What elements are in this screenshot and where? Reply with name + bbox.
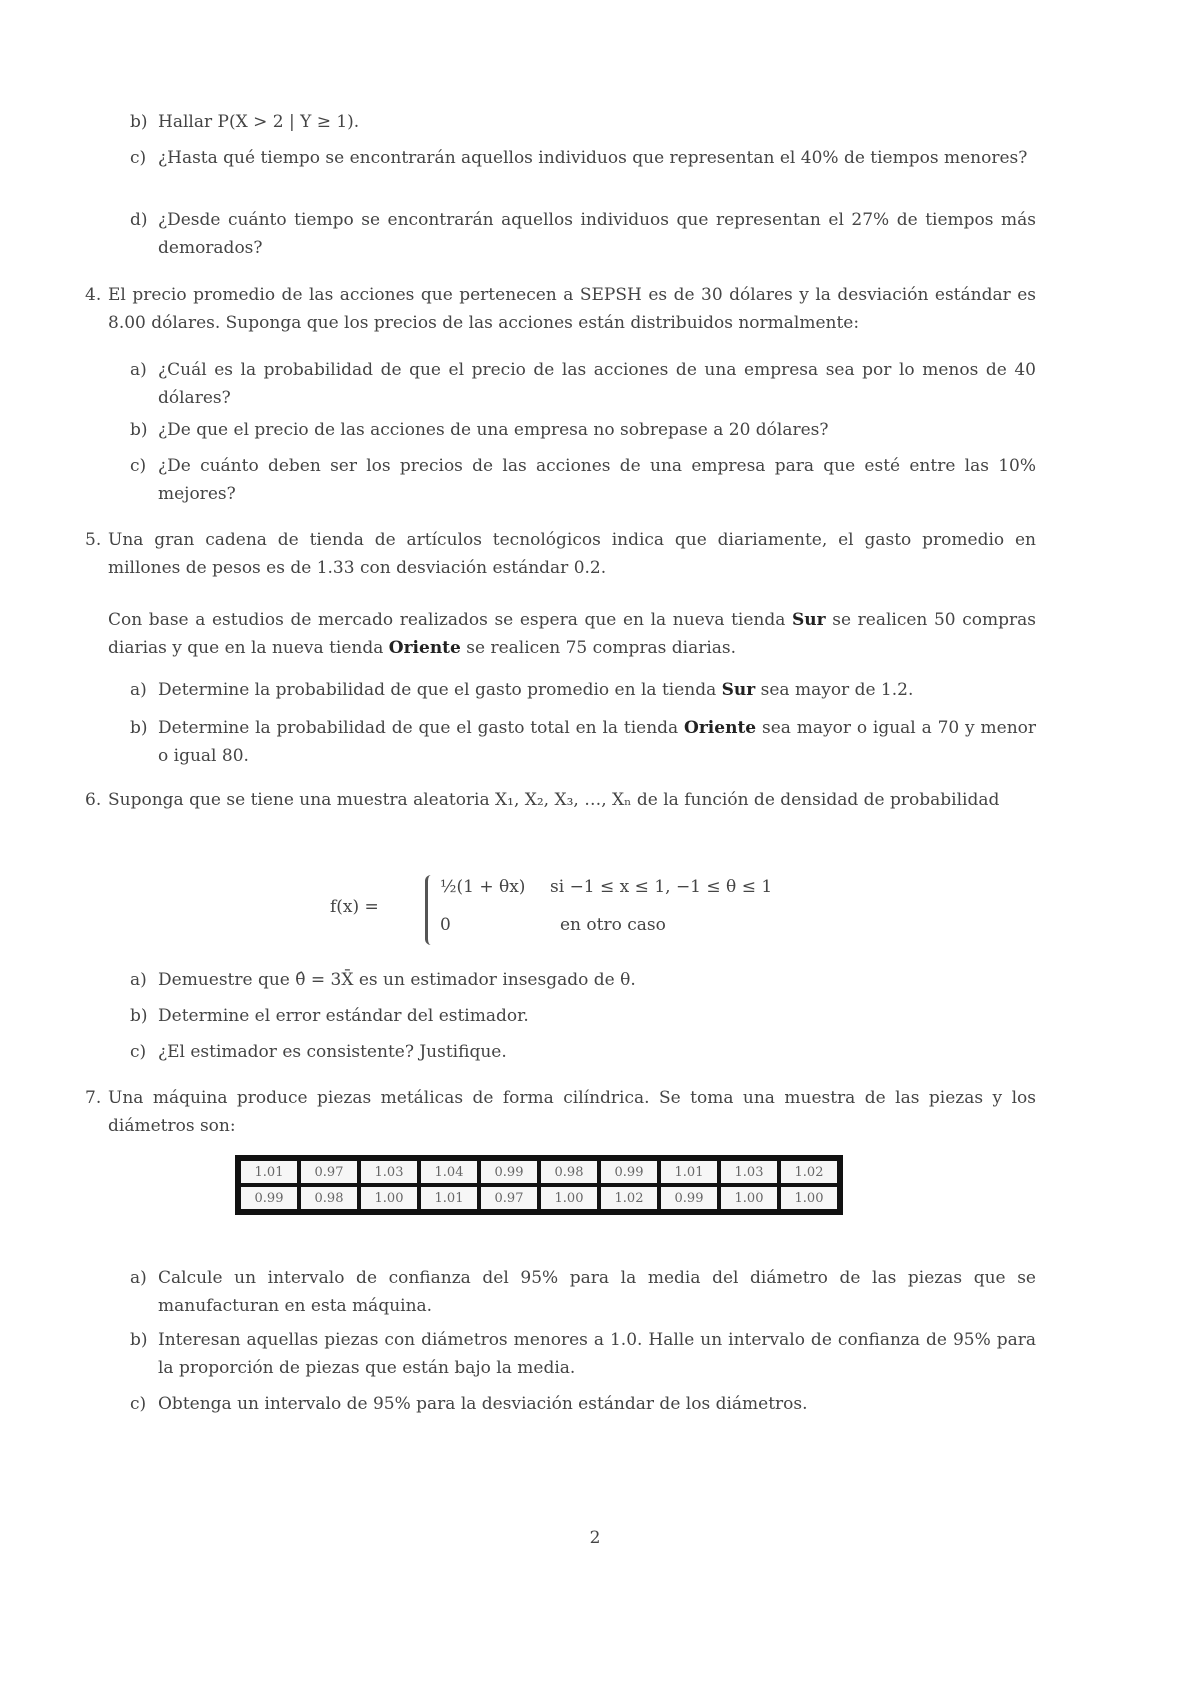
- left-brace: [425, 875, 436, 945]
- item-text: Determine la probabilidad de que el gasto promedio en la tienda Sur sea mayor de 1.2.: [158, 680, 914, 700]
- item-label: a): [130, 680, 147, 700]
- item-text: Hallar P(X > 2 | Y ≥ 1).: [158, 112, 360, 132]
- exercise-number: 5.: [85, 530, 102, 550]
- item-label: c): [130, 148, 147, 168]
- exercise-number: 7.: [85, 1088, 102, 1108]
- table-cell: 1.03: [719, 1158, 779, 1185]
- exercise-statement: Una máquina produce piezas metálicas de forma cilíndrica. Se toma una muestra de las piezas y los diámetros son:: [108, 1088, 1036, 1136]
- item-text: Determine la probabilidad de que el gasto total en la tienda Oriente sea mayor o igual a 70 y menor o igual 80.: [158, 718, 1036, 766]
- table-cell: 0.99: [659, 1185, 719, 1212]
- table-row: [238, 1185, 840, 1212]
- item-label: a): [130, 970, 147, 990]
- exercise-paragraph: Con base a estudios de mercado realizados se espera que en la nueva tienda Sur se realicen 50 compras diarias y que en la nueva tienda Oriente se realicen 75 compras diarias.: [108, 610, 1036, 658]
- item-label: b): [130, 112, 148, 132]
- item-text: Obtenga un intervalo de 95% para la desviación estándar de los diámetros.: [158, 1394, 808, 1414]
- item-label: d): [130, 210, 148, 230]
- table-cell: 0.98: [539, 1158, 599, 1185]
- density-formula: [330, 875, 850, 945]
- item-text: Demuestre que θ̂ = 3X̄ es un estimador insesgado de θ.: [158, 970, 636, 990]
- exercise-number: 4.: [85, 285, 102, 305]
- table-cell: 1.00: [359, 1185, 419, 1212]
- table-cell: 1.03: [359, 1158, 419, 1185]
- exercise-statement: Suponga que se tiene una muestra aleatoria X₁, X₂, X₃, …, Xₙ de la función de densidad de probabilidad: [108, 790, 1000, 810]
- item-label: b): [130, 1330, 148, 1350]
- exercise-statement: El precio promedio de las acciones que pertenecen a SEPSH es de 30 dólares y la desviación estándar es 8.00 dólares. Suponga que los precios de las acciones están distribuidos normalmente:: [108, 285, 1036, 333]
- item-label: c): [130, 1394, 147, 1414]
- item-text: ¿De que el precio de las acciones de una empresa no sobrepase a 20 dólares?: [158, 420, 829, 440]
- table-cell: 1.02: [779, 1158, 840, 1185]
- item-label: a): [130, 1268, 147, 1288]
- table-cell: 0.97: [299, 1158, 359, 1185]
- item-label: c): [130, 1042, 147, 1062]
- table-cell: 1.01: [419, 1185, 479, 1212]
- table-cell: 0.97: [479, 1185, 539, 1212]
- table-cell: 0.99: [479, 1158, 539, 1185]
- item-label: b): [130, 1006, 148, 1026]
- table-cell: 1.04: [419, 1158, 479, 1185]
- table-cell: 1.00: [719, 1185, 779, 1212]
- item-label: c): [130, 456, 147, 476]
- item-text: Determine el error estándar del estimador.: [158, 1006, 529, 1026]
- formula-lhs: f(x) =: [330, 897, 379, 917]
- item-text: ¿De cuánto deben ser los precios de las acciones de una empresa para que esté entre las 10% mejores?: [158, 456, 1036, 504]
- item-text: ¿El estimador es consistente? Justifique.: [158, 1042, 507, 1062]
- item-text: Calcule un intervalo de confianza del 95% para la media del diámetro de las piezas que se manufacturan en esta máquina.: [158, 1268, 1036, 1316]
- table-cell: 1.01: [238, 1158, 299, 1185]
- item-label: b): [130, 420, 148, 440]
- item-text: ¿Desde cuánto tiempo se encontrarán aquellos individuos que representan el 27% de tiempos más demorados?: [158, 210, 1036, 258]
- diameters-table: [235, 1155, 843, 1215]
- table-cell: 0.99: [238, 1185, 299, 1212]
- table-cell: 0.98: [299, 1185, 359, 1212]
- table-cell: 0.99: [599, 1158, 659, 1185]
- page-number: 2: [589, 1528, 601, 1548]
- table-cell: 1.02: [599, 1185, 659, 1212]
- table-row: [238, 1158, 840, 1185]
- table-cell: 1.00: [779, 1185, 840, 1212]
- item-label: b): [130, 718, 148, 738]
- case2-expression: 0: [440, 915, 451, 935]
- exercise-number: 6.: [85, 790, 102, 810]
- case2-condition: en otro caso: [560, 915, 666, 935]
- exercise-statement: Una gran cadena de tienda de artículos tecnológicos indica que diariamente, el gasto promedio en millones de pesos es de 1.33 con desviación estándar 0.2.: [108, 530, 1036, 578]
- case1-condition: si −1 ≤ x ≤ 1, −1 ≤ θ ≤ 1: [550, 877, 773, 897]
- item-text: ¿Hasta qué tiempo se encontrarán aquellos individuos que representan el 40% de tiempos menores?: [158, 148, 1028, 168]
- table-cell: 1.00: [539, 1185, 599, 1212]
- item-text: Interesan aquellas piezas con diámetros menores a 1.0. Halle un intervalo de confianza de 95% para la proporción de piezas que están bajo la media.: [158, 1330, 1036, 1378]
- item-text: ¿Cuál es la probabilidad de que el precio de las acciones de una empresa sea por lo menos de 40 dólares?: [158, 360, 1036, 408]
- item-label: a): [130, 360, 147, 380]
- case1-expression: ½(1 + θx): [440, 877, 526, 897]
- table-cell: 1.01: [659, 1158, 719, 1185]
